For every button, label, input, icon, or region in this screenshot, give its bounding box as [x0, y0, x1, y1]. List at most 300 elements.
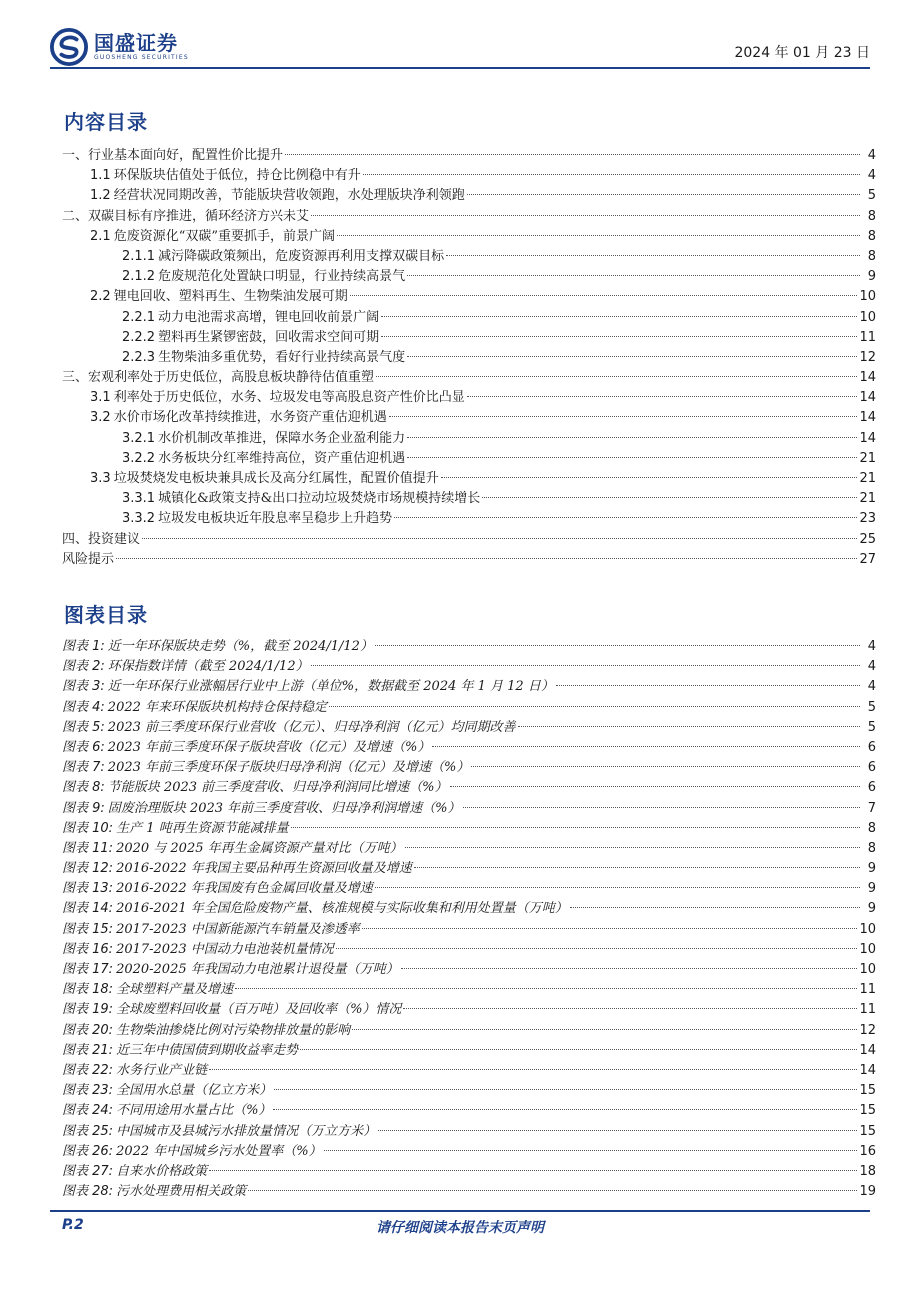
figure-entry-number: 图表 12: [62, 861, 114, 877]
toc-entry-page: 11 [859, 329, 876, 345]
figure-entry-label [62, 819, 289, 839]
figure-entry-number: 图表 20: [62, 1022, 114, 1038]
dot-leader [446, 255, 860, 256]
contents-list [62, 146, 876, 570]
figure-entry-page: 4 [867, 659, 876, 675]
toc-entry-page: 8 [867, 208, 876, 224]
figures-title: 图表目录 [64, 603, 148, 627]
toc-entry-page: 23 [859, 511, 876, 527]
figure-entry-page: 6 [867, 780, 876, 796]
figure-entry-number: 图表 4: [62, 699, 105, 715]
figure-entry-page: 9 [867, 881, 876, 897]
toc-entry-number: 3.3.1 [122, 491, 156, 507]
figure-entry-number: 图表 11: [62, 840, 114, 856]
toc-entry[interactable] [62, 348, 876, 368]
figure-entry-page: 12 [859, 1022, 876, 1038]
dot-leader [467, 396, 858, 397]
figure-entry-number: 图表 13: [62, 881, 114, 897]
toc-entry-number: 3.3 [90, 471, 111, 486]
dot-leader [329, 706, 860, 707]
dot-leader [407, 275, 860, 276]
toc-entry[interactable] [62, 207, 876, 227]
toc-entry-number: 2.1 [90, 228, 111, 244]
figure-entry-page: 18 [859, 1163, 876, 1179]
dot-leader [274, 1089, 857, 1090]
toc-entry-number: 2.1.1 [122, 248, 156, 264]
toc-entry-page: 14 [859, 370, 876, 386]
figure-entry-text: 生物柴油掺烧比例对污染物排放量的影响 [116, 1022, 351, 1038]
figure-entry-label [62, 839, 403, 859]
dot-leader [311, 665, 860, 666]
dot-leader [375, 887, 860, 888]
figure-entry[interactable] [62, 738, 876, 758]
figure-entry-page: 9 [867, 861, 876, 877]
figure-entry-number: 图表 7: [62, 760, 105, 776]
figure-entry-label [62, 960, 399, 980]
toc-entry-label [62, 368, 374, 388]
figure-entry-number: 图表 6: [62, 739, 105, 755]
figure-entry-page: 6 [867, 739, 876, 755]
figure-entry-label [62, 657, 309, 677]
figure-entry-text: 近一年环保版块走势（%，截至 2024/1/12） [107, 639, 373, 654]
figure-entry-number: 图表 19: [62, 1002, 114, 1018]
toc-entry-number: 2.2 [90, 289, 111, 305]
toc-entry-page: 8 [867, 248, 876, 264]
figure-entry-label [62, 940, 334, 960]
figure-entry-page: 4 [867, 679, 876, 695]
guosheng-logo-icon [50, 28, 88, 66]
figure-entry-label [62, 1081, 272, 1101]
figure-entry-number: 图表 5: [62, 719, 105, 735]
toc-entry-page: 21 [859, 471, 876, 486]
figure-entry[interactable] [62, 677, 876, 697]
figure-entry-number: 图表 26: [62, 1143, 114, 1159]
toc-entry-page: 27 [859, 551, 876, 567]
toc-entry-label [62, 509, 392, 529]
toc-entry[interactable] [62, 489, 876, 509]
figure-entry-number: 图表 2: [62, 659, 105, 675]
figure-entry-number: 图表 8: [62, 780, 105, 796]
contents-title: 内容目录 [64, 110, 148, 134]
dot-leader [556, 685, 860, 686]
figure-entry-number: 图表 16: [62, 941, 114, 957]
toc-entry-text: 生物柴油多重优势，看好行业持续高景气度 [158, 349, 406, 365]
figure-entry-number: 图表 17: [62, 962, 114, 977]
figure-entry-label [62, 1122, 376, 1142]
figure-entry[interactable] [62, 940, 876, 960]
figure-entry[interactable] [62, 879, 876, 899]
figure-entry-number: 图表 28: [62, 1184, 114, 1200]
toc-entry-number: 3.2.2 [122, 450, 156, 466]
figure-entry[interactable] [62, 819, 876, 839]
toc-entry[interactable] [62, 509, 876, 529]
toc-entry-label [62, 328, 379, 348]
dot-leader [300, 1049, 857, 1050]
toc-entry[interactable] [62, 449, 876, 469]
figure-entry[interactable] [62, 1162, 876, 1182]
page-number: P.2 [62, 1217, 84, 1233]
toc-entry-page: 4 [867, 148, 876, 163]
brand-name: 国盛证券 [94, 31, 178, 55]
toc-entry-number: 3.1 [90, 390, 111, 406]
toc-entry-label [62, 489, 480, 509]
figure-entry-text: 生产 1 吨再生资源节能减排量 [116, 820, 289, 836]
figure-entry-page: 11 [859, 982, 876, 998]
toc-entry-text: 动力电池需求高增，锂电回收前景广阔 [158, 309, 380, 325]
toc-entry-page: 12 [859, 349, 876, 365]
dot-leader [337, 235, 860, 236]
toc-entry[interactable] [62, 308, 876, 328]
toc-entry-number: 1.2 [90, 188, 111, 204]
toc-entry-text: 三、宏观利率处于历史低位，高股息板块静待估值重塑 [62, 370, 375, 386]
toc-entry[interactable] [62, 530, 876, 550]
figure-entry-text: 2023 前三季度环保行业营收（亿元）、归母净利润（亿元）均同期改善 [107, 719, 516, 735]
figure-entry-text: 2022 年中国城乡污水处置率（%） [116, 1143, 322, 1159]
toc-entry-page: 5 [867, 188, 876, 204]
toc-entry[interactable] [62, 267, 876, 287]
dot-leader [414, 867, 860, 868]
figure-entry-page: 5 [867, 719, 876, 735]
dot-leader [407, 437, 857, 438]
toc-entry-text: 水价市场化改革持续推进，水务资产重估迎机遇 [113, 410, 387, 426]
toc-entry-page: 4 [867, 168, 876, 184]
dot-leader [248, 1190, 857, 1191]
toc-entry-number: 2.2.1 [122, 309, 156, 325]
figure-entry[interactable] [62, 799, 876, 819]
dot-leader [376, 376, 857, 377]
figure-entry-label [62, 718, 516, 738]
figure-entry-label [62, 1061, 207, 1081]
dot-leader [285, 154, 860, 155]
toc-entry-text: 风险提示 [62, 551, 115, 567]
figure-entry[interactable] [62, 778, 876, 798]
figure-entry-number: 图表 27: [62, 1163, 114, 1179]
figure-entry-number: 图表 10: [62, 820, 114, 836]
figure-entry-page: 14 [859, 1062, 876, 1078]
dot-leader [482, 497, 857, 498]
toc-entry-label [62, 449, 405, 469]
dot-leader [467, 194, 860, 195]
toc-entry-label [62, 388, 465, 408]
figure-entry-label [62, 859, 412, 879]
figure-entry-text: 近三年中债国债到期收益率走势 [116, 1042, 299, 1058]
figure-entry-label [62, 637, 373, 657]
figure-entry[interactable] [62, 920, 876, 940]
figure-entry-label [62, 920, 360, 940]
toc-entry-page: 14 [859, 430, 876, 446]
toc-entry-label [62, 550, 114, 570]
toc-entry-text: 减污降碳政策频出，危废资源再利用支撑双碳目标 [158, 248, 445, 264]
brand-name-en: GUOSHENG SECURITIES [94, 54, 189, 61]
figure-entry-label [62, 677, 554, 697]
dot-leader [381, 336, 857, 337]
toc-entry[interactable] [62, 227, 876, 247]
figure-entry-text: 2020-2025 年我国动力电池累计退役量（万吨） [116, 962, 399, 977]
toc-entry-label [62, 227, 335, 247]
toc-entry-label [62, 530, 140, 550]
toc-entry-label [62, 287, 348, 307]
toc-entry-text: 四、投资建议 [62, 531, 141, 547]
dot-leader [378, 1130, 857, 1131]
toc-entry-text: 锂电回收、塑料再生、生物柴油发展可期 [113, 289, 348, 305]
toc-entry[interactable] [62, 550, 876, 570]
toc-entry-page: 14 [859, 410, 876, 426]
toc-entry-text: 水务板块分红率维持高位，资产重估迎机遇 [158, 450, 406, 466]
toc-entry-text: 城镇化&政策支持&出口拉动垃圾焚烧市场规模持续增长 [158, 491, 481, 507]
toc-entry-text: 危废资源化“双碳”重要抓手，前景广阔 [113, 228, 335, 244]
figure-entry-number: 图表 15: [62, 921, 114, 937]
dot-leader [394, 517, 857, 518]
report-date: 2024 年 01 月 23 日 [734, 45, 870, 61]
figure-entry[interactable] [62, 899, 876, 919]
dot-leader [389, 416, 858, 417]
toc-entry-text: 危废规范化处置缺口明显，行业持续高景气 [158, 269, 406, 285]
figure-entry[interactable] [62, 1122, 876, 1142]
figure-entry-text: 污水处理费用相关政策 [116, 1184, 247, 1200]
figure-entry-text: 中国城市及县城污水排放量情况（万立方米） [116, 1123, 377, 1139]
toc-entry-number: 3.3.2 [122, 511, 156, 527]
figure-entry-label [62, 1182, 246, 1202]
figure-entry-page: 8 [867, 840, 876, 856]
figure-entry-label [62, 899, 568, 919]
dot-leader [291, 827, 860, 828]
toc-entry[interactable] [62, 469, 876, 489]
toc-entry-number: 2.2.3 [122, 349, 156, 365]
figure-entry-number: 图表 24: [62, 1103, 114, 1119]
figure-entry-label [62, 799, 461, 819]
figure-entry-number: 图表 22: [62, 1062, 114, 1078]
figure-entry-text: 2022 年来环保版块机构持仓保持稳定 [107, 699, 328, 715]
dot-leader [363, 174, 860, 175]
dot-leader [209, 1170, 857, 1171]
figure-entry-page: 15 [859, 1083, 876, 1099]
footer-divider [50, 1210, 870, 1212]
figure-entry-page: 11 [859, 1002, 876, 1018]
toc-entry[interactable] [62, 247, 876, 267]
figure-entry[interactable] [62, 718, 876, 738]
figure-entry-text: 2016-2021 年全国危险废物产量、核准规模与实际收集和利用处置量（万吨） [116, 901, 568, 917]
figure-entry[interactable] [62, 637, 876, 657]
toc-entry-text: 垃圾发电板块近年股息率呈稳步上升趋势 [158, 511, 393, 527]
figure-entry-text: 自来水价格政策 [116, 1163, 208, 1179]
figure-entry-page: 16 [859, 1143, 876, 1159]
toc-entry-label [62, 247, 444, 267]
figures-list [62, 637, 876, 1202]
toc-entry-text: 垃圾焚烧发电板块兼具成长及高分红属性，配置价值提升 [113, 471, 439, 486]
toc-entry[interactable] [62, 368, 876, 388]
figure-entry-text: 2020 与 2025 年再生金属资源产量对比（万吨） [116, 840, 403, 856]
toc-entry-text: 一、行业基本面向好，配置性价比提升 [62, 148, 284, 163]
toc-entry-text: 二、双碳目标有序推进，循环经济方兴未艾 [62, 208, 310, 224]
figure-entry-number: 图表 9: [62, 800, 105, 816]
dot-leader [381, 316, 857, 317]
toc-entry[interactable] [62, 408, 876, 428]
toc-entry-page: 25 [859, 531, 876, 547]
figure-entry-text: 全球废塑料回收量（百万吨）及回收率（%）情况 [116, 1002, 402, 1018]
dot-leader [432, 746, 860, 747]
toc-entry-label [62, 469, 439, 489]
figure-entry-number: 图表 23: [62, 1083, 114, 1099]
figure-entry-text: 固废治理版块 2023 年前三季度营收、归母净利润增速（%） [107, 800, 461, 816]
toc-entry-text: 水价机制改革推进，保障水务企业盈利能力 [158, 430, 406, 446]
figure-entry-number: 图表 14: [62, 901, 114, 917]
figure-entry-label [62, 1142, 322, 1162]
toc-entry[interactable] [62, 328, 876, 348]
figure-entry-number: 图表 18: [62, 982, 114, 998]
figure-entry-label [62, 1021, 350, 1041]
toc-entry[interactable] [62, 186, 876, 206]
dot-leader [403, 1008, 857, 1009]
figure-entry-page: 6 [867, 760, 876, 776]
figure-entry-text: 节能版块 2023 前三季度营收、归母净利润同比增速（%） [107, 780, 448, 796]
toc-entry-label [62, 166, 361, 186]
figure-entry[interactable] [62, 839, 876, 859]
figure-entry-page: 9 [867, 901, 876, 917]
figure-entry-label [62, 778, 448, 798]
figure-entry-text: 2023 年前三季度环保子版块营收（亿元）及增速（%） [107, 739, 431, 755]
dot-leader [235, 988, 857, 989]
figure-entry-text: 环保指数详情（截至 2024/1/12） [107, 659, 309, 675]
dot-leader [518, 726, 860, 727]
figure-entry-text: 2023 年前三季度环保子版块归母净利润（亿元）及增速（%） [107, 760, 470, 776]
figure-entry-text: 全球塑料产量及增速 [116, 982, 234, 998]
toc-entry-label [62, 186, 465, 206]
dot-leader [375, 645, 860, 646]
dot-leader [324, 1150, 858, 1151]
toc-entry-page: 10 [859, 289, 876, 305]
toc-entry-label [62, 429, 405, 449]
figure-entry[interactable] [62, 1021, 876, 1041]
dot-leader [407, 457, 857, 458]
dot-leader [352, 1029, 857, 1030]
dot-leader [570, 907, 860, 908]
page-header [50, 28, 870, 68]
figure-entry-text: 全国用水总量（亿立方米） [116, 1083, 273, 1099]
toc-entry-text: 环保版块估值处于低位，持仓比例稳中有升 [113, 168, 361, 184]
figure-entry-page: 8 [867, 820, 876, 836]
dot-leader [116, 558, 857, 559]
figure-entry[interactable] [62, 960, 876, 980]
dot-leader [450, 786, 861, 787]
figure-entry-label [62, 1000, 401, 1020]
figure-entry-page: 10 [859, 921, 876, 937]
toc-entry[interactable] [62, 287, 876, 307]
figure-entry-text: 2016-2022 年我国废有色金属回收量及增速 [116, 881, 373, 897]
figure-entry-label [62, 1041, 298, 1061]
toc-entry[interactable] [62, 429, 876, 449]
dot-leader [463, 807, 861, 808]
toc-entry-label [62, 207, 309, 227]
dot-leader [209, 1069, 857, 1070]
figure-entry[interactable] [62, 980, 876, 1000]
figure-entry-page: 14 [859, 1042, 876, 1058]
dot-leader [336, 948, 858, 949]
toc-entry[interactable] [62, 388, 876, 408]
toc-entry-number: 1.1 [90, 168, 111, 184]
toc-entry-page: 9 [867, 269, 876, 285]
figure-entry[interactable] [62, 1142, 876, 1162]
figure-entry-page: 19 [859, 1184, 876, 1200]
figure-entry-number: 图表 1: [62, 639, 105, 654]
figure-entry[interactable] [62, 758, 876, 778]
figure-entry[interactable] [62, 1101, 876, 1121]
dot-leader [311, 215, 860, 216]
figure-entry-text: 2017-2023 中国动力电池装机量情况 [116, 941, 334, 957]
header-divider [50, 67, 870, 69]
toc-entry-text: 利率处于历史低位，水务、垃圾发电等高股息资产性价比凸显 [113, 390, 465, 406]
dot-leader [471, 766, 860, 767]
toc-entry-label [62, 408, 387, 428]
figure-entry-label [62, 1162, 207, 1182]
figure-entry[interactable] [62, 657, 876, 677]
dot-leader [401, 968, 858, 969]
figure-entry[interactable] [62, 1061, 876, 1081]
toc-entry[interactable] [62, 146, 876, 166]
toc-entry-page: 21 [859, 450, 876, 466]
footer-disclaimer: 请仔细阅读本报告末页声明 [376, 1220, 544, 1236]
figure-entry-number: 图表 21: [62, 1042, 114, 1058]
toc-entry-number: 2.2.2 [122, 329, 156, 345]
toc-entry-label [62, 146, 283, 166]
figure-entry-text: 2016-2022 年我国主要品种再生资源回收量及增速 [116, 861, 412, 877]
dot-leader [273, 1109, 857, 1110]
figure-entry-page: 15 [859, 1103, 876, 1119]
figure-entry-page: 5 [867, 699, 876, 715]
figure-entry-text: 2017-2023 中国新能源汽车销量及渗透率 [116, 921, 360, 937]
figure-entry-label [62, 980, 233, 1000]
toc-entry-number: 2.1.2 [122, 269, 156, 285]
toc-entry-text: 塑料再生紧锣密鼓，回收需求空间可期 [158, 329, 380, 345]
figure-entry-page: 15 [859, 1123, 876, 1139]
dot-leader [350, 295, 858, 296]
toc-entry-text: 经营状况同期改善，节能版块营收领跑，水处理版块净利领跑 [113, 188, 465, 204]
figure-entry[interactable] [62, 1000, 876, 1020]
brand-logo [50, 28, 189, 66]
toc-entry-label [62, 308, 379, 328]
figure-entry[interactable] [62, 1182, 876, 1202]
toc-entry[interactable] [62, 166, 876, 186]
toc-entry-label [62, 267, 405, 287]
dot-leader [405, 847, 860, 848]
toc-entry-number: 3.2 [90, 410, 111, 426]
figure-entry-number: 图表 25: [62, 1123, 114, 1139]
figure-entry-label [62, 738, 430, 758]
dot-leader [407, 356, 857, 357]
figure-entry-text: 水务行业产业链 [116, 1062, 208, 1078]
figure-entry-text: 近一年环保行业涨幅居行业中上游（单位%，数据截至 2024 年 1 月 12 日） [107, 679, 554, 695]
figure-entry-page: 4 [867, 639, 876, 654]
figure-entry-text: 不同用途用水量占比（%） [116, 1103, 272, 1119]
figure-entry[interactable] [62, 859, 876, 879]
dot-leader [441, 477, 858, 478]
figure-entry[interactable] [62, 698, 876, 718]
toc-entry-page: 21 [859, 491, 876, 507]
figure-entry-page: 7 [867, 800, 876, 816]
figure-entry[interactable] [62, 1041, 876, 1061]
toc-entry-number: 3.2.1 [122, 430, 156, 446]
toc-entry-page: 10 [859, 309, 876, 325]
figure-entry[interactable] [62, 1081, 876, 1101]
dot-leader [142, 538, 857, 539]
figure-entry-page: 10 [859, 941, 876, 957]
figure-entry-label [62, 758, 469, 778]
toc-entry-page: 14 [859, 390, 876, 406]
figure-entry-label [62, 879, 373, 899]
toc-entry-label [62, 348, 405, 368]
figure-entry-number: 图表 3: [62, 679, 105, 695]
figure-entry-label [62, 698, 327, 718]
figure-entry-page: 10 [859, 962, 876, 977]
